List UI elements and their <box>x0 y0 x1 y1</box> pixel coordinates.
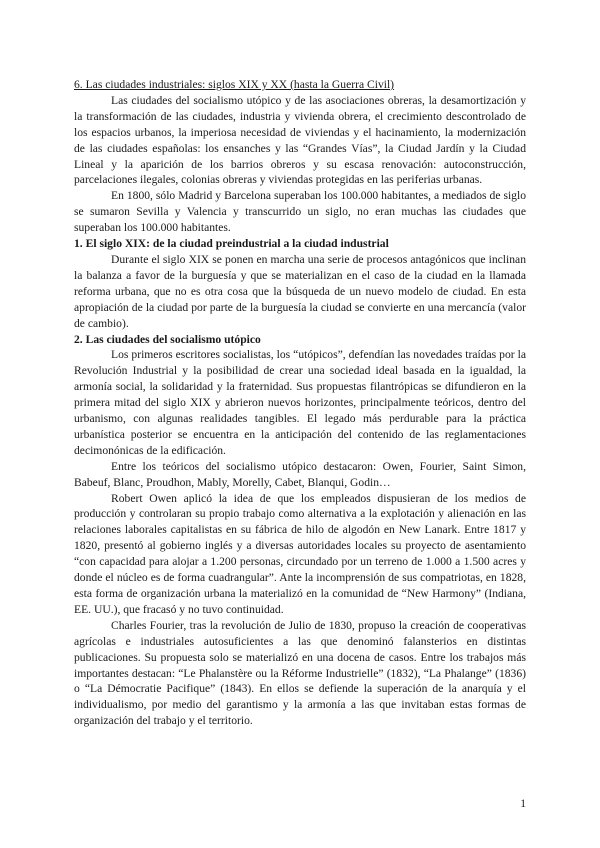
intro-paragraph-2: En 1800, sólo Madrid y Barcelona superaban los 100.000 habitantes, a mediados de siglo se sumaron Sevilla y Valencia y transcurrido un siglo, no eran muchas las ciudades que superaban los 100.000 habitantes. <box>74 189 526 235</box>
page-number: 1 <box>520 797 526 810</box>
section-2-paragraph-1: Los primeros escritores socialistas, los “utópicos”, defendían las novedades traídas por la Revolución Industrial y la posibilidad de crear una sociedad ideal basada en la igualdad, la armonía social, la solidaridad y la fraternidad. Sus propuestas filantrópicas se difundieron en la primera mitad del siglo XIX y abrieron nuevos horizontes, principalmente teóricos, dentro del urbanismo, con algunas realidades tangibles. El legado más perdurable para la práctica urbanística posterior se encuentra en la anticipación del contenido de las reglamentaciones decimonónicas de la edificación. <box>74 348 526 457</box>
document-title: 6. Las ciudades industriales: siglos XIX y XX (hasta la Guerra Civil) <box>74 78 395 91</box>
section-2-paragraph-3: Robert Owen aplicó la idea de que los empleados dispusieran de los medios de producción y controlaran su propio trabajo como alternativa a la explotación y alienación en las relaciones laborales capitalistas en su fábrica de hilo de algodón en New Lanark. Entre 1817 y 1820, presentó al gobierno inglés y a diversas autoridades locales su proyecto de asentamiento “con capacidad para alojar a 1.200 personas, circundado por un terreno de 1.000 a 1.500 acres y donde el núcleo es de forma cuadrangular”. Ante la incomprensión de sus compatriotas, en 1828, esta forma de organización urbana la materializó en la comunidad de “New Harmony” (Indiana, EE. UU.), que fracasó y no tuvo continuidad. <box>74 491 526 616</box>
section-2-paragraph-4: Charles Fourier, tras la revolución de Julio de 1830, propuso la creación de cooperativas agrícolas e industriales autosuficientes a las que denominó falansterios en distintas publicaciones. Su propuesta solo se materializó en una docena de casos. Entre los trabajos más importantes destacan: “Le Phalanstère ou la Réforme Industrielle” (1832), “La Phalange” (1836) o “La Démocratie Pacifique” (1843). En ellos se defiende la superación de la anarquía y el individualismo, por medio del garantismo y la armonía a las que invitaban estas formas de organización del trabajo y el territorio. <box>74 618 526 728</box>
document-body <box>74 77 526 729</box>
section-2-paragraph-2: Entre los teóricos del socialismo utópico destacaron: Owen, Fourier, Saint Simon, Babeuf, Blanc, Proudhon, Mably, Morelly, Cabet, Blanqui, Godin… <box>74 459 526 489</box>
section-1-paragraph-1: Durante el siglo XIX se ponen en marcha una serie de procesos antagónicos que inclinan la balanza a favor de la burguesía y que se materializan en el caso de la ciudad en la llamada reforma urbana, que no es otra cosa que la búsqueda de un nuevo modelo de ciudad. En esta apropiación de la ciudad por parte de la burguesía la ciudad se convierte en una mercancía (valor de cambio). <box>74 252 526 330</box>
section-2-heading: 2. Las ciudades del socialismo utópico <box>74 332 261 346</box>
intro-paragraph-1: Las ciudades del socialismo utópico y de las asociaciones obreras, la desamortización y la transformación de las ciudades, industria y vivienda obrera, el crecimiento descontrolado de los espacios urbanos, la imperiosa necesidad de viviendas y el hacinamiento, la modernización de las ciudades españolas: los ensanches y las “Grandes Vías”, la Ciudad Jardín y la Ciudad Lineal y la aparición de los barrios obreros y su escasa renovación: autoconstrucción, parcelaciones ilegales, colonias obreras y viviendas protegidas en las periferias urbanas. <box>74 93 526 187</box>
section-1-heading: 1. El siglo XIX: de la ciudad preindustrial a la ciudad industrial <box>74 237 389 251</box>
